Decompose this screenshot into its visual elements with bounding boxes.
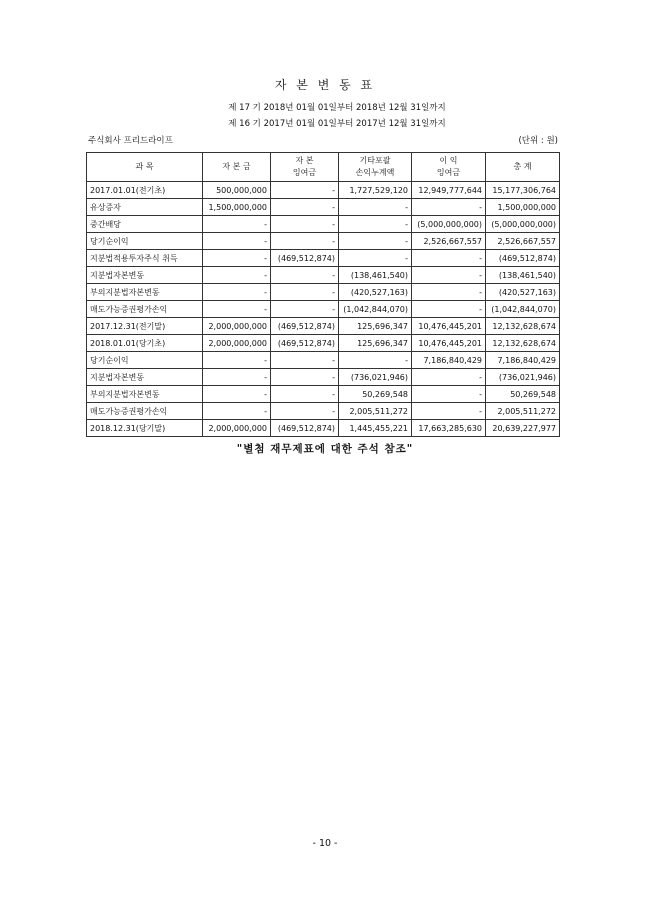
equity-changes-table (86, 152, 560, 437)
table-row (87, 182, 560, 199)
table-cell: (420,527,163) (339, 284, 412, 301)
table-cell: - (271, 233, 339, 250)
row-label: 부의지분법자본변동 (87, 284, 203, 301)
table-cell: - (203, 386, 271, 403)
company-name: 주식회사 프리드라이프 (88, 136, 173, 146)
table-cell: 15,177,306,764 (486, 182, 560, 199)
table-cell: 2,000,000,000 (203, 335, 271, 352)
table-row (87, 335, 560, 352)
column-header-line: 손익누계액 (355, 168, 395, 177)
column-header-line: 자 본 금 (222, 162, 251, 171)
row-label: 지분법적용투자주식 취득 (87, 250, 203, 267)
column-header-line: 총 계 (513, 162, 532, 171)
table-cell: (736,021,946) (486, 369, 560, 386)
table-cell: - (271, 369, 339, 386)
row-label: 2018.01.01(당기초) (87, 335, 203, 352)
table-cell: - (339, 199, 412, 216)
table-row (87, 199, 560, 216)
table-cell: (138,461,540) (339, 267, 412, 284)
table-cell: 12,132,628,674 (486, 318, 560, 335)
header-row (87, 153, 560, 182)
table-cell: 1,500,000,000 (486, 199, 560, 216)
table-cell: - (271, 182, 339, 199)
statement-title: 자 본 변 동 표 (274, 78, 376, 92)
row-label: 매도가능증권평가손익 (87, 301, 203, 318)
table-cell: (1,042,844,070) (486, 301, 560, 318)
table-cell: - (271, 386, 339, 403)
table-cell: (5,000,000,000) (412, 216, 486, 233)
row-label: 지분법자본변동 (87, 369, 203, 386)
row-label: 유상증자 (87, 199, 203, 216)
table-cell: 20,639,227,977 (486, 420, 560, 437)
table-row (87, 420, 560, 437)
table-cell: - (339, 216, 412, 233)
column-header (87, 153, 203, 182)
table-cell: (469,512,874) (486, 250, 560, 267)
row-label: 2018.12.31(당기말) (87, 420, 203, 437)
table-cell: - (203, 284, 271, 301)
row-label: 2017.01.01(전기초) (87, 182, 203, 199)
page-number: - 10 - (312, 838, 338, 849)
table-cell: 2,526,667,557 (486, 233, 560, 250)
table-cell: - (271, 267, 339, 284)
column-header (203, 153, 271, 182)
table-cell: (138,461,540) (486, 267, 560, 284)
column-header (412, 153, 486, 182)
table-row (87, 352, 560, 369)
column-header-line: 과 목 (135, 162, 154, 171)
table-cell: (420,527,163) (486, 284, 560, 301)
table-row (87, 233, 560, 250)
table-cell: - (203, 403, 271, 420)
table-cell: - (271, 199, 339, 216)
table-cell: - (412, 199, 486, 216)
table-cell: (5,000,000,000) (486, 216, 560, 233)
footnote: "별첨 재무제표에 대한 주석 참조" (236, 443, 414, 455)
table-cell: - (412, 267, 486, 284)
column-header-line: 기타포괄 (359, 156, 391, 165)
table-cell: (469,512,874) (271, 335, 339, 352)
period-prior: 제 16 기 2017년 01월 01일부터 2017년 12월 31일까지 (228, 119, 446, 129)
table-cell: 2,005,511,272 (486, 403, 560, 420)
table-cell: (736,021,946) (339, 369, 412, 386)
table-cell: - (339, 352, 412, 369)
table-row (87, 369, 560, 386)
table-cell: - (203, 267, 271, 284)
unit-label: (단위 : 원) (518, 136, 558, 146)
table-cell: 12,132,628,674 (486, 335, 560, 352)
row-label: 2017.12.31(전기말) (87, 318, 203, 335)
column-header (486, 153, 560, 182)
table-cell: 2,005,511,272 (339, 403, 412, 420)
table-cell: 1,445,455,221 (339, 420, 412, 437)
table-cell: - (203, 233, 271, 250)
table-cell: - (203, 216, 271, 233)
column-header-line: 자 본 (295, 156, 314, 165)
row-label: 당기순이익 (87, 233, 203, 250)
column-header-line: 이 익 (439, 156, 458, 165)
table-cell: 10,476,445,201 (412, 318, 486, 335)
table-cell: - (412, 386, 486, 403)
table-row (87, 318, 560, 335)
table-cell: - (271, 284, 339, 301)
table-cell: - (412, 250, 486, 267)
row-label: 지분법자본변동 (87, 267, 203, 284)
table-cell: 1,727,529,120 (339, 182, 412, 199)
table-cell: - (203, 352, 271, 369)
table-cell: 7,186,840,429 (486, 352, 560, 369)
table-cell: 50,269,548 (486, 386, 560, 403)
period-current: 제 17 기 2018년 01월 01일부터 2018년 12월 31일까지 (228, 103, 446, 113)
table-cell: 125,696,347 (339, 318, 412, 335)
table-cell: 125,696,347 (339, 335, 412, 352)
table-cell: - (412, 301, 486, 318)
row-label: 중간배당 (87, 216, 203, 233)
column-header-line: 잉여금 (436, 168, 461, 177)
table-cell: 2,000,000,000 (203, 420, 271, 437)
table-cell: - (203, 301, 271, 318)
table-cell: - (203, 250, 271, 267)
table-cell: (469,512,874) (271, 250, 339, 267)
row-label: 당기순이익 (87, 352, 203, 369)
table-cell: (469,512,874) (271, 318, 339, 335)
table-cell: 500,000,000 (203, 182, 271, 199)
table-row (87, 250, 560, 267)
table-cell: - (271, 352, 339, 369)
table-cell: 10,476,445,201 (412, 335, 486, 352)
column-header (271, 153, 339, 182)
table-row (87, 386, 560, 403)
table-cell: - (412, 284, 486, 301)
row-label: 매도가능증권평가손익 (87, 403, 203, 420)
table-cell: 7,186,840,429 (412, 352, 486, 369)
column-header (339, 153, 412, 182)
table-cell: - (339, 250, 412, 267)
table-cell: 50,269,548 (339, 386, 412, 403)
table-row (87, 216, 560, 233)
table-cell: - (339, 233, 412, 250)
table-cell: 1,500,000,000 (203, 199, 271, 216)
table-cell: (1,042,844,070) (339, 301, 412, 318)
table-cell: - (412, 403, 486, 420)
table-cell: 12,949,777,644 (412, 182, 486, 199)
table-row (87, 284, 560, 301)
column-header-line: 잉여금 (292, 168, 317, 177)
table-row (87, 403, 560, 420)
table-cell: 2,526,667,557 (412, 233, 486, 250)
table-cell: 17,663,285,630 (412, 420, 486, 437)
table-cell: (469,512,874) (271, 420, 339, 437)
table-cell: 2,000,000,000 (203, 318, 271, 335)
table-row (87, 267, 560, 284)
table-cell: - (412, 369, 486, 386)
table-cell: - (271, 301, 339, 318)
table-cell: - (271, 216, 339, 233)
table-cell: - (203, 369, 271, 386)
table-row (87, 301, 560, 318)
row-label: 부의지분법자본변동 (87, 386, 203, 403)
table-cell: - (271, 403, 339, 420)
